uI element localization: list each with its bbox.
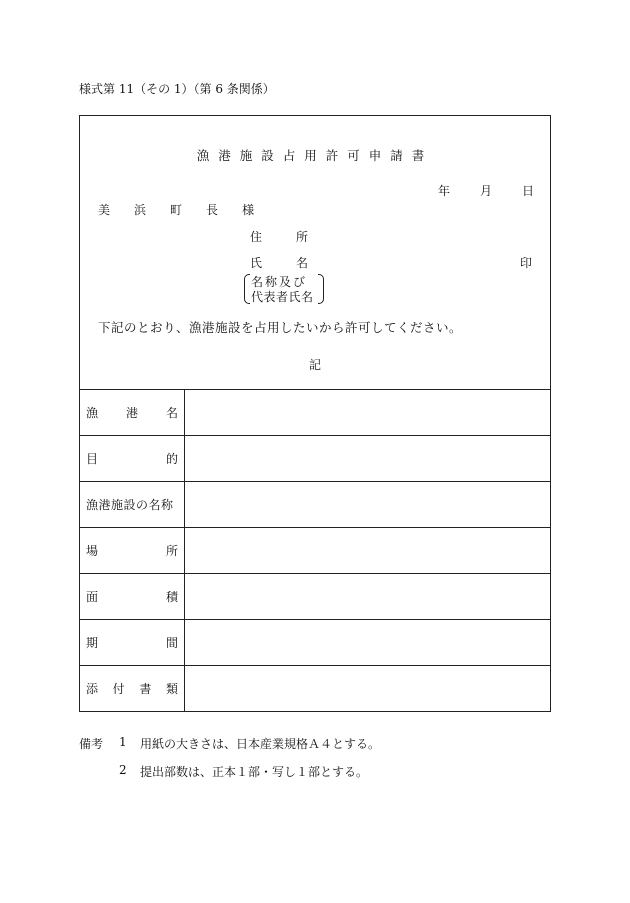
label-char: 期 bbox=[86, 636, 99, 650]
address-label-char: 所 bbox=[296, 230, 309, 244]
name-label-char: 氏 bbox=[250, 256, 263, 270]
ki-heading: 記 bbox=[308, 358, 321, 372]
addressee-char: 美 bbox=[98, 203, 111, 217]
addressee-char: 長 bbox=[206, 203, 219, 217]
row-label bbox=[80, 574, 185, 620]
label-char: 目 bbox=[86, 452, 99, 466]
label-char: 付 bbox=[112, 682, 125, 696]
note-number: 2 bbox=[119, 763, 127, 777]
row-label bbox=[80, 666, 185, 712]
label-char: 所 bbox=[165, 544, 178, 558]
table-row bbox=[80, 574, 551, 620]
name-label-char: 名 bbox=[296, 256, 309, 270]
addressee-char: 様 bbox=[242, 203, 255, 217]
label-char: 的 bbox=[165, 452, 178, 466]
location-field[interactable] bbox=[185, 528, 551, 574]
row-label bbox=[80, 620, 185, 666]
table-row bbox=[80, 528, 551, 574]
row-label bbox=[80, 436, 185, 482]
label-char: 間 bbox=[165, 636, 178, 650]
form-number-label: 様式第 11（その 1）（第 6 条関係） bbox=[79, 82, 275, 96]
area-field[interactable] bbox=[185, 574, 551, 620]
date-year-label: 年 bbox=[438, 184, 451, 198]
date-day-label: 日 bbox=[522, 184, 535, 198]
table-row bbox=[80, 482, 551, 528]
attachments-field[interactable] bbox=[185, 666, 551, 712]
table-row bbox=[80, 436, 551, 482]
addressee bbox=[98, 201, 278, 218]
application-form-frame bbox=[79, 115, 551, 712]
label-char: 場 bbox=[86, 544, 99, 558]
table-row bbox=[80, 620, 551, 666]
label-char: 添 bbox=[86, 682, 99, 696]
left-bracket bbox=[244, 274, 250, 304]
row-label bbox=[80, 528, 185, 574]
table-row bbox=[80, 666, 551, 712]
address-label bbox=[250, 228, 308, 245]
note-number: 1 bbox=[119, 735, 127, 749]
label-char: 類 bbox=[165, 682, 178, 696]
addressee-char: 浜 bbox=[134, 203, 147, 217]
representative-label bbox=[244, 273, 324, 305]
label-char: 積 bbox=[165, 590, 178, 604]
table-row bbox=[80, 390, 551, 436]
date-month-label: 月 bbox=[480, 184, 493, 198]
fishing-port-name-field[interactable] bbox=[185, 390, 551, 436]
details-table bbox=[79, 389, 551, 712]
right-bracket bbox=[318, 274, 324, 304]
label-char: 港 bbox=[125, 406, 138, 420]
addressee-char: 町 bbox=[170, 203, 183, 217]
row-label bbox=[80, 482, 185, 528]
label-char: 面 bbox=[86, 590, 99, 604]
name-label bbox=[250, 254, 308, 271]
note-text: 用紙の大きさは、日本産業規格Ａ４とする。 bbox=[140, 737, 381, 751]
form-title: 漁港施設占用許可申請書 bbox=[196, 148, 434, 163]
notes-heading: 備考 bbox=[79, 737, 104, 751]
row-label bbox=[80, 390, 185, 436]
address-label-char: 住 bbox=[250, 230, 263, 244]
label-char: 書 bbox=[139, 682, 152, 696]
representative-label-line2: 代表者氏名 bbox=[251, 290, 314, 304]
period-field[interactable] bbox=[185, 620, 551, 666]
request-statement: 下記のとおり、漁港施設を占用したいから許可してください。 bbox=[98, 320, 463, 335]
seal-mark: 印 bbox=[519, 256, 532, 270]
label-char: 漁 bbox=[86, 406, 99, 420]
facility-name-field[interactable] bbox=[185, 482, 551, 528]
label-char: 名 bbox=[165, 406, 178, 420]
purpose-field[interactable] bbox=[185, 436, 551, 482]
note-text: 提出部数は、正本１部・写し１部とする。 bbox=[140, 765, 369, 779]
label-text: 漁港施設の名称 bbox=[86, 498, 174, 512]
representative-label-line1: 名称及び bbox=[251, 275, 308, 289]
